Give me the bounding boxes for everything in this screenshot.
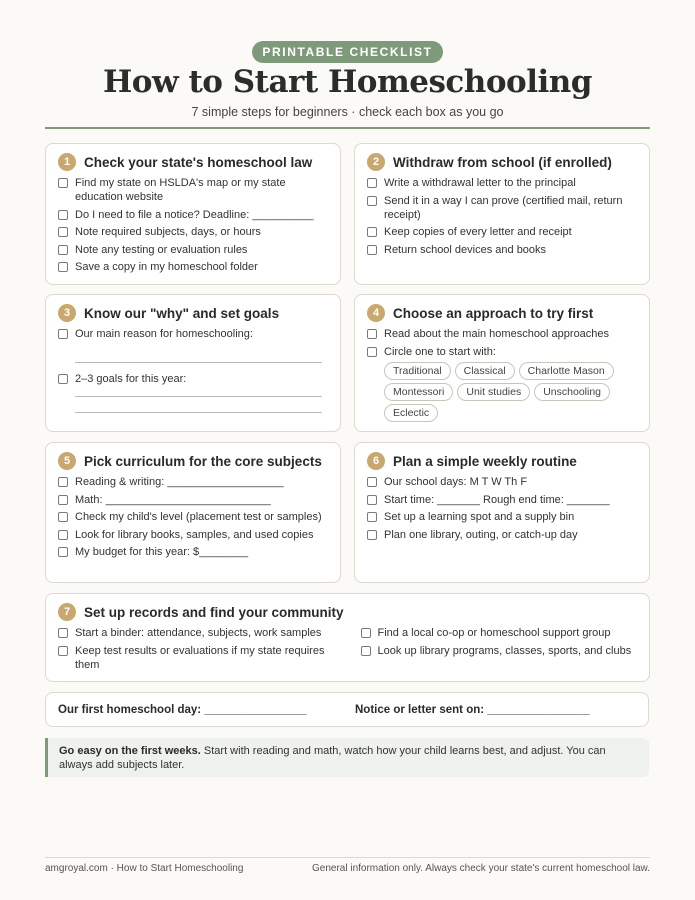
item-label: Math: ___________________________: [75, 493, 271, 506]
checkbox[interactable]: [361, 646, 371, 656]
checkbox[interactable]: [367, 178, 377, 188]
checklist-item: [58, 243, 330, 257]
checkbox[interactable]: [367, 245, 377, 255]
step-title: Plan a simple weekly routine: [393, 453, 577, 469]
checklist-item: [58, 475, 330, 489]
item-label: Keep copies of every letter and receipt: [384, 226, 572, 238]
step-number-badge: 5: [58, 452, 76, 470]
step-title: Pick curriculum for the core subjects: [84, 453, 322, 469]
step-number-badge: 7: [58, 603, 76, 621]
item-label: Our school days: M T W Th F: [384, 476, 528, 488]
checkbox[interactable]: [58, 628, 68, 638]
checklist-item: [367, 345, 639, 359]
step-3-card: [45, 294, 341, 432]
item-label: Our main reason for homeschooling:: [75, 328, 253, 340]
item-label: Save a copy in my homeschool folder: [75, 261, 258, 273]
item-label: Reading & writing: ___________________: [75, 476, 284, 488]
checklist-item: [58, 528, 330, 542]
checklist-item: [58, 225, 330, 239]
checklist-item: [58, 626, 337, 640]
step-title: Choose an approach to try first: [393, 305, 594, 321]
checklist-item: [58, 327, 330, 341]
approach-chip-montessori[interactable]: Montessori: [384, 383, 453, 401]
approach-chip-unit-studies[interactable]: Unit studies: [457, 383, 530, 401]
checklist-item: [361, 626, 640, 640]
checkbox[interactable]: [367, 495, 377, 505]
checkbox[interactable]: [58, 227, 68, 237]
checkbox[interactable]: [58, 245, 68, 255]
item-label: Return school devices and books: [384, 243, 547, 256]
approach-chip-traditional[interactable]: Traditional: [384, 362, 451, 380]
step-6-card: [354, 442, 650, 583]
item-label: 2–3 goals for this year:: [75, 372, 187, 385]
item-label: Note required subjects, days, or hours: [75, 226, 261, 238]
checklist-item: [58, 493, 330, 507]
step-title: Set up records and find your community: [84, 604, 344, 620]
approach-chip-unschooling[interactable]: Unschooling: [534, 383, 610, 401]
item-label: Set up a learning spot and a supply bin: [384, 511, 575, 523]
item-label: Find my state on HSLDA's map or my state education website: [75, 177, 286, 203]
item-label: Check my child's level (placement test or samples): [75, 511, 322, 523]
item-label: Look up library programs, classes, sports, and clubs: [377, 644, 632, 657]
checkbox[interactable]: [367, 196, 377, 206]
step-2-card: [354, 143, 650, 285]
key-dates-box: [45, 692, 649, 727]
checklist-item: [58, 545, 330, 559]
checkbox[interactable]: [58, 210, 68, 220]
step-4-card: [354, 294, 650, 432]
page-title: How to Start Homeschooling: [103, 64, 592, 100]
checkbox[interactable]: [58, 477, 68, 487]
checklist-item: [58, 510, 330, 524]
checklist-item: [361, 644, 640, 658]
tip-callout: [45, 738, 649, 777]
step-number-badge: 4: [367, 304, 385, 322]
approach-chip-charlotte-mason[interactable]: Charlotte Mason: [519, 362, 614, 380]
checklist-item: [58, 208, 330, 222]
item-label: Look for library books, samples, and used copies: [75, 528, 314, 541]
item-label: Keep test results or evaluations if my state requires them: [75, 644, 325, 671]
checkbox[interactable]: [58, 329, 68, 339]
checklist-item: [367, 493, 639, 507]
checkbox[interactable]: [58, 530, 68, 540]
footer-disclaimer: General information only. Always check your state's current homeschool law.: [312, 863, 650, 874]
item-label: Send it in a way I can prove (certified mail, return receipt): [384, 194, 623, 221]
step-title: Know our "why" and set goals: [84, 305, 280, 321]
checkbox[interactable]: [58, 646, 68, 656]
item-label: Circle one to start with:: [384, 345, 496, 358]
step-5-card: [45, 442, 341, 583]
checklist-item: [58, 644, 337, 672]
checklist-item: [367, 510, 639, 524]
checklist-item: [367, 194, 639, 222]
checkbox[interactable]: [58, 178, 68, 188]
write-line[interactable]: [75, 412, 322, 413]
approach-options: [384, 362, 639, 425]
checklist-item: [367, 176, 639, 190]
checkbox[interactable]: [361, 628, 371, 638]
checkbox[interactable]: [367, 227, 377, 237]
header-divider: [45, 127, 650, 129]
checklist-item: [367, 243, 639, 257]
checkbox[interactable]: [367, 477, 377, 487]
approach-chip-classical[interactable]: Classical: [455, 362, 515, 380]
checkbox[interactable]: [58, 374, 68, 384]
checkbox[interactable]: [367, 530, 377, 540]
item-label: Do I need to file a notice? Deadline: __________: [75, 208, 314, 221]
notice-sent-field[interactable]: Notice or letter sent on: ________________: [355, 704, 590, 716]
footer-source: amgroyal.com · How to Start Homeschooling: [45, 863, 244, 874]
checklist-item: [58, 372, 330, 386]
step-title: Withdraw from school (if enrolled): [393, 154, 612, 170]
checkbox[interactable]: [58, 512, 68, 522]
step-title: Check your state's homeschool law: [84, 154, 313, 170]
item-label: Start a binder: attendance, subjects, work samples: [75, 627, 322, 639]
checkbox[interactable]: [58, 495, 68, 505]
step-number-badge: 1: [58, 153, 76, 171]
checkbox[interactable]: [58, 547, 68, 557]
step-number-badge: 6: [367, 452, 385, 470]
approach-chip-eclectic[interactable]: Eclectic: [384, 404, 438, 422]
item-label: Write a withdrawal letter to the principal: [384, 177, 576, 189]
checklist-item: [58, 176, 330, 204]
printable-badge: PRINTABLE CHECKLIST: [252, 41, 443, 63]
item-label: My budget for this year: $________: [75, 546, 249, 558]
checklist-item: [367, 528, 639, 542]
checklist-item: [367, 327, 639, 341]
item-label: Plan one library, outing, or catch-up day: [384, 528, 578, 541]
step-number-badge: 2: [367, 153, 385, 171]
checkbox[interactable]: [367, 347, 377, 357]
tip-text: Start with reading and math, watch how your child learns best, and adjust. You can always add subjects later.: [59, 745, 606, 771]
item-label: Find a local co-op or homeschool support group: [377, 627, 611, 639]
checklist-item: [367, 475, 639, 489]
item-label: Note any testing or evaluation rules: [75, 243, 248, 256]
checkbox[interactable]: [367, 329, 377, 339]
item-label: Read about the main homeschool approaches: [384, 328, 610, 340]
first-day-field[interactable]: Our first homeschool day: ________________: [58, 704, 307, 716]
checkbox[interactable]: [367, 512, 377, 522]
step-7-card: [45, 593, 650, 682]
footer-divider: [45, 857, 650, 858]
checkbox[interactable]: [58, 262, 68, 272]
page-subtitle: 7 simple steps for beginners · check each box as you go: [191, 105, 504, 119]
tip-heading: Go easy on the first weeks.: [59, 745, 201, 757]
checklist-item: [367, 225, 639, 239]
item-label: Start time: _______ Rough end time: _______: [384, 493, 610, 506]
step-1-card: [45, 143, 341, 285]
checklist-item: [58, 260, 330, 274]
step-number-badge: 3: [58, 304, 76, 322]
